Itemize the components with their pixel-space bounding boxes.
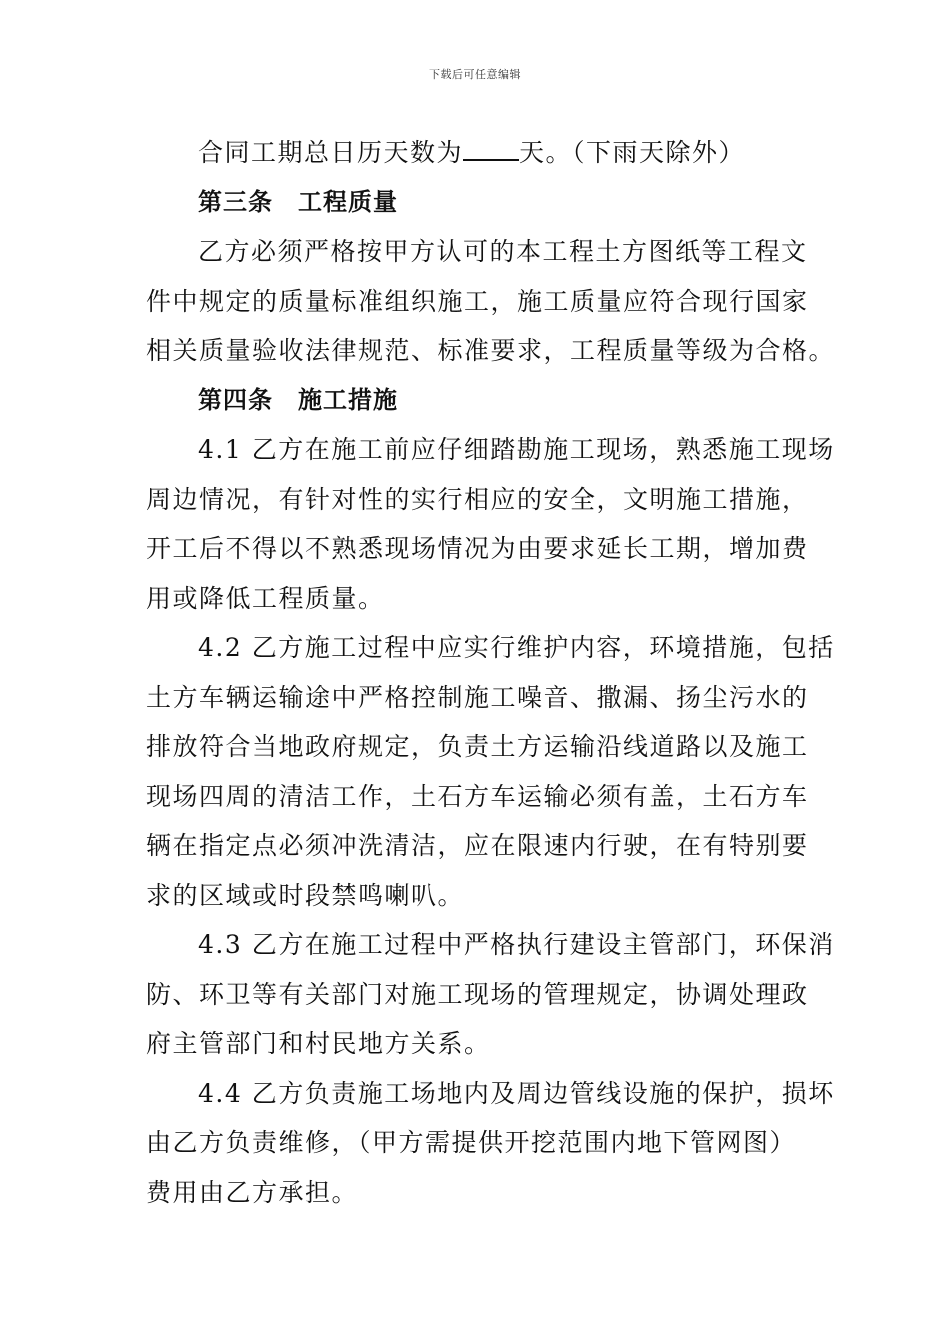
clause-4-4-line: 4.4 乙方负责施工场地内及周边管线设施的保护，损坏 <box>198 1078 835 1108</box>
clause-4-2-line: 现场四周的清洁工作，土石方车运输必须有盖，土石方车 <box>146 781 809 811</box>
article-3-line: 乙方必须严格按甲方认可的本工程土方图纸等工程文 <box>198 237 808 266</box>
article-3-line: 件中规定的质量标准组织施工，施工质量应符合现行国家 <box>146 286 809 316</box>
clause-4-2-line: 4.2 乙方施工过程中应实行维护内容，环境措施，包括 <box>198 633 835 662</box>
article-3-line: 相关质量验收法律规范、标准要求，工程质量等级为合格。 <box>146 336 836 365</box>
clause-4-1-line: 周边情况，有针对性的实行相应的安全，文明施工措施， <box>146 484 809 514</box>
clause-4-4-line: 费用由乙方承担。 <box>146 1177 359 1207</box>
clause-4-1-line: 开工后不得以不熟悉现场情况为由要求延长工期，增加费 <box>146 534 809 563</box>
clause-4-3-line: 府主管部门和村民地方关系。 <box>146 1029 491 1058</box>
contract-duration-line <box>146 128 806 178</box>
duration-text-after: 天。（下雨天除外） <box>519 138 746 167</box>
article-3-heading: 第三条 工程质量 <box>198 187 398 216</box>
document-body <box>146 128 836 1217</box>
duration-blank <box>463 137 519 161</box>
clause-4-2-line: 求的区域或时段禁鸣喇叭。 <box>146 880 465 910</box>
duration-text-before: 合同工期总日历天数为 <box>198 138 464 167</box>
clause-4-2-line: 排放符合当地政府规定，负责土方运输沿线道路以及施工 <box>146 732 809 761</box>
page-header-note: 下载后可任意编辑 <box>429 68 521 81</box>
clause-4-2-line: 辆在指定点必须冲洗清洁，应在限速内行驶，在有特别要 <box>146 831 809 860</box>
clause-4-1-line: 用或降低工程质量。 <box>146 583 385 613</box>
clause-4-3-line: 4.3 乙方在施工过程中严格执行建设主管部门，环保消 <box>198 930 835 959</box>
clause-4-4-line: 由乙方负责维修，（甲方需提供开挖范围内地下管网图） <box>146 1128 797 1157</box>
clause-4-3-line: 防、环卫等有关部门对施工现场的管理规定，协调处理政 <box>146 979 809 1009</box>
clause-4-2-line: 土方车辆运输途中严格控制施工噪音、撒漏、扬尘污水的 <box>146 682 809 712</box>
clause-4-1-line: 4.1 乙方在施工前应仔细踏勘施工现场，熟悉施工现场 <box>198 435 835 464</box>
article-4-heading: 第四条 施工措施 <box>198 385 398 414</box>
